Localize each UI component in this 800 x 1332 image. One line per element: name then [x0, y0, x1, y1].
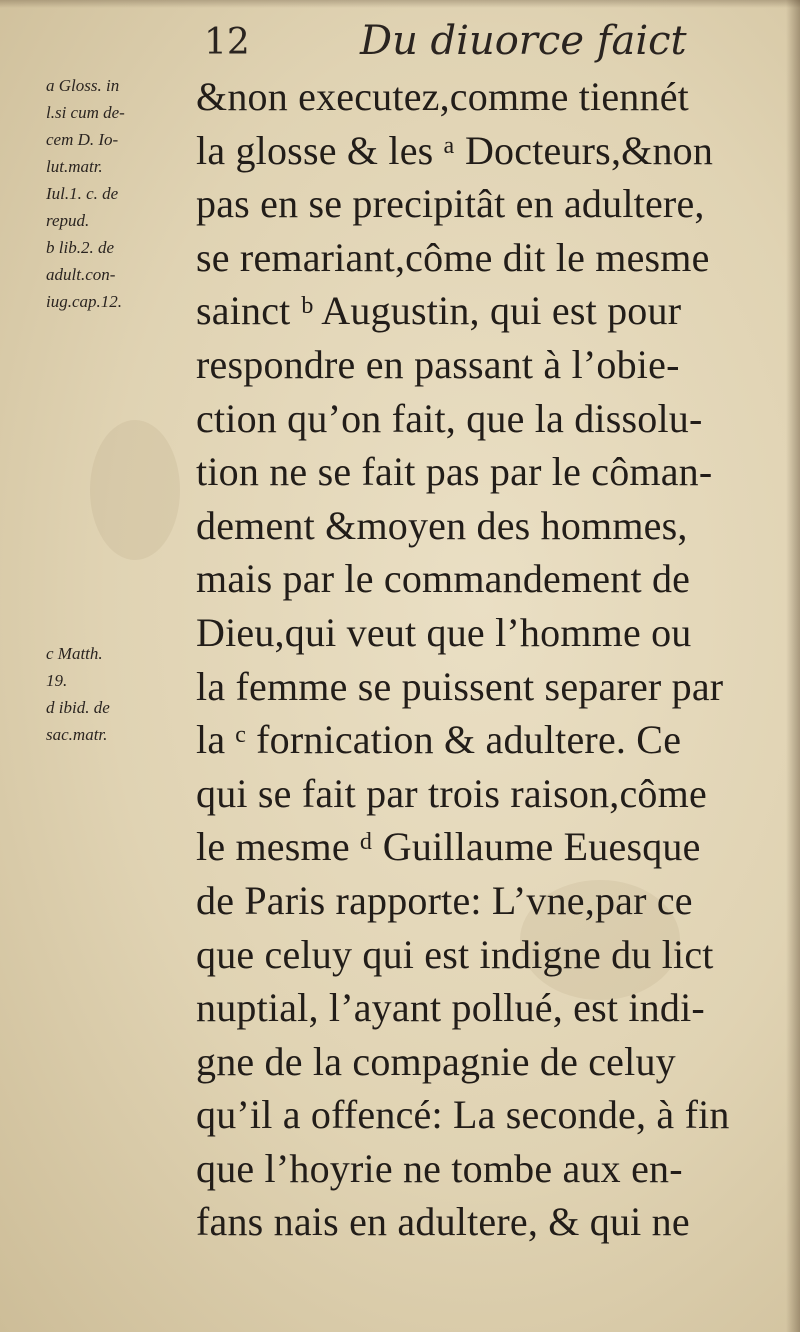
text-line: fans nais en adultere, & qui ne [196, 1199, 690, 1245]
body-text [196, 70, 768, 1249]
margin-note: cem D. Io- [46, 130, 119, 149]
page-header [0, 14, 800, 66]
text-line: respondre en passant à l’obie- [196, 341, 680, 387]
text-line: dement &moyen des hommes, [196, 502, 688, 548]
text-line: qui se fait par trois raison,côme [196, 770, 707, 816]
text-line: mais par le commandement de [196, 556, 691, 602]
running-head: Du diuorce faict [360, 18, 687, 64]
paper-stain [90, 420, 180, 560]
text-line: tion ne se fait pas par le côman- [196, 449, 713, 495]
text-line: que celuy qui est indigne du lict [196, 931, 714, 977]
text-line: le mesme ᵈ Guillaume Euesque [196, 824, 701, 870]
text-line: de Paris rapporte: L’vne,par ce [196, 877, 693, 923]
page-top-edge [0, 0, 800, 8]
margin-note: lut.matr. [46, 157, 103, 176]
text-line: Dieu,qui veut que l’homme ou [196, 609, 692, 655]
text-line: ction qu’on fait, que la dissolu- [196, 395, 703, 441]
margin-note: l.si cum de- [46, 103, 125, 122]
page-edge-shadow [786, 0, 800, 1332]
margin-note: 19. [46, 671, 68, 690]
margin-note: c Matth. [46, 644, 103, 663]
page-number: 12 [204, 22, 250, 63]
margin-note: repud. [46, 211, 90, 230]
text-line: la femme se puissent separer par [196, 663, 724, 709]
margin-note: a Gloss. in [46, 76, 120, 95]
text-line: la ᶜ fornication & adultere. Ce [196, 717, 682, 763]
text-line: qu’il a offencé: La seconde, à fin [196, 1092, 730, 1138]
margin-note: Iul.1. c. de [46, 184, 119, 203]
text-line: nuptial, l’ayant pollué, est indi- [196, 985, 705, 1031]
margin-note: adult.con- [46, 265, 116, 284]
margin-note: b lib.2. de [46, 238, 114, 257]
margin-note: sac.matr. [46, 725, 108, 744]
margin-note: d ibid. de [46, 698, 110, 717]
margin-note-group-c [46, 640, 110, 748]
margin-note: iug.cap.12. [46, 292, 123, 311]
text-line: &non executez,comme tiennét [196, 74, 689, 119]
text-line: que l’hoyrie ne tombe aux en- [196, 1145, 683, 1191]
text-line: sainct ᵇ Augustin, qui est pour [196, 288, 682, 334]
text-line: gne de la compagnie de celuy [196, 1038, 676, 1084]
text-line: la glosse & les ᵃ Docteurs,&non [196, 127, 714, 173]
text-line: se remariant,côme dit le mesme [196, 234, 710, 280]
text-line: pas en se precipitât en adultere, [196, 181, 705, 227]
margin-note-group-a [46, 72, 125, 315]
